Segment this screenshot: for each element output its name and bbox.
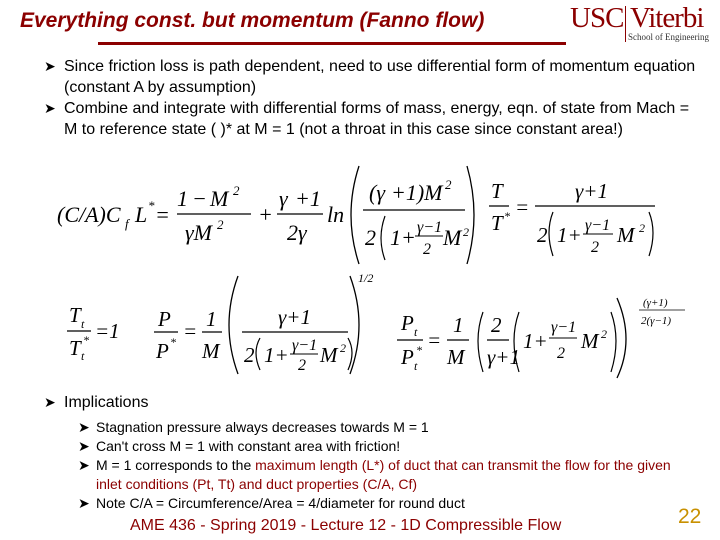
implication-item [78, 418, 698, 437]
svg-text:+1: +1 [295, 186, 321, 211]
svg-text:M: M [202, 339, 220, 363]
svg-text:T: T [69, 303, 81, 327]
svg-text:1+: 1+ [557, 223, 582, 247]
pressure-ratio-equation [150, 270, 380, 375]
svg-text:2(γ−1): 2(γ−1) [641, 315, 672, 327]
temperature-ratio-equation [485, 172, 665, 267]
svg-text:2: 2 [217, 217, 224, 232]
svg-text:f: f [125, 216, 129, 231]
svg-text:2: 2 [601, 327, 607, 341]
logo-divider [625, 6, 626, 42]
usc-viterbi-logo [570, 2, 715, 44]
svg-text:2: 2 [639, 221, 645, 235]
svg-text:=: = [515, 195, 530, 219]
svg-text:M: M [443, 225, 462, 250]
svg-text:1: 1 [206, 307, 217, 331]
svg-text:T: T [491, 179, 503, 203]
arrow-bullet-icon: ➤ [44, 58, 56, 74]
svg-text:T: T [491, 211, 503, 235]
svg-text:M: M [447, 345, 465, 369]
arrow-bullet-icon: ➤ [78, 457, 90, 473]
bullet-item [44, 56, 704, 98]
implications-heading [44, 394, 148, 412]
implication-text: Can't cross M = 1 with constant area with friction! [96, 438, 401, 454]
svg-text:t: t [414, 325, 418, 339]
svg-text:γ+1: γ+1 [575, 179, 608, 203]
stagnation-temperature-ratio-equation [65, 300, 135, 365]
svg-text:*: * [148, 198, 155, 213]
svg-text:=: = [183, 319, 198, 343]
implication-item [78, 437, 698, 456]
svg-text:γ−1: γ−1 [417, 219, 443, 236]
svg-text:γ−1: γ−1 [585, 217, 611, 234]
svg-text:*: * [170, 335, 176, 349]
svg-text:2: 2 [491, 313, 502, 337]
svg-text:M: M [581, 329, 599, 353]
implications-list [78, 418, 698, 513]
implications-label: Implications [64, 394, 149, 411]
implication-highlight: maximum length (L*) of duct that can transmit the flow for the given inlet conditions (Pt, Tt) and duct properties (C/A, Cf) [96, 457, 671, 492]
svg-text:γ: γ [279, 186, 288, 211]
svg-text:γM: γM [185, 220, 212, 245]
svg-text:1: 1 [453, 313, 464, 337]
svg-text:T: T [69, 336, 81, 360]
implication-item [78, 494, 698, 513]
arrow-bullet-icon: ➤ [44, 394, 56, 410]
svg-text:1+: 1+ [390, 225, 416, 250]
svg-text:=1: =1 [95, 319, 120, 343]
svg-text:M: M [320, 343, 338, 367]
svg-text:1/2: 1/2 [358, 271, 374, 285]
svg-text:(C/A)C: (C/A)C [57, 202, 121, 227]
svg-text:(γ: (γ [369, 180, 385, 205]
logo-school: School of Engineering [628, 32, 709, 42]
svg-text:2: 2 [591, 239, 599, 256]
svg-text:2: 2 [365, 225, 376, 250]
svg-text:2: 2 [463, 225, 469, 239]
page-number: 22 [678, 505, 702, 528]
svg-text:2: 2 [445, 177, 452, 192]
implication-text: Stagnation pressure always decreases towards M = 1 [96, 419, 429, 435]
svg-text:t: t [81, 317, 85, 331]
arrow-bullet-icon: ➤ [78, 438, 90, 454]
svg-text:γ+1: γ+1 [278, 305, 311, 329]
svg-text:γ−1: γ−1 [292, 337, 318, 354]
arrow-bullet-icon: ➤ [78, 495, 90, 511]
fanno-length-equation [55, 160, 475, 270]
svg-text:*: * [504, 209, 510, 223]
svg-text:+: + [258, 202, 273, 227]
svg-text:t: t [81, 349, 85, 363]
svg-text:L: L [135, 202, 148, 227]
svg-text:t: t [414, 359, 418, 373]
svg-text:*: * [83, 333, 89, 347]
bullet-text: Since friction loss is path dependent, need to use differential form of momentum equation (constant A by assumption) [64, 58, 696, 96]
implication-text: Note C/A = Circumference/Area = 4/diameter for round duct [96, 495, 465, 511]
svg-text:P: P [401, 345, 414, 369]
svg-text:2: 2 [233, 183, 240, 198]
svg-text:+1)M: +1)M [391, 180, 443, 205]
svg-text:ln: ln [327, 202, 345, 227]
stagnation-pressure-ratio-equation [395, 292, 710, 382]
svg-text:=: = [155, 202, 170, 227]
footer-text: AME 436 - Spring 2019 - Lecture 12 - 1D Compressible Flow [130, 517, 562, 534]
bullet-text: Combine and integrate with differential forms of mass, energy, eqn. of state from Mach = M to reference state ( )* at M = 1 (not a throat in this case since constant area!) [64, 100, 690, 138]
logo-viterbi: Viterbi [630, 2, 704, 34]
arrow-bullet-icon: ➤ [78, 419, 90, 435]
svg-text:M: M [210, 186, 229, 211]
title-underline [98, 42, 566, 45]
svg-text:*: * [416, 343, 422, 357]
svg-text:2: 2 [298, 357, 306, 374]
svg-text:−: − [192, 186, 207, 211]
svg-text:P: P [156, 339, 169, 363]
implication-item [78, 456, 698, 494]
svg-text:1+: 1+ [523, 329, 548, 353]
svg-text:γ−1: γ−1 [551, 319, 577, 336]
svg-text:2: 2 [340, 341, 346, 355]
svg-text:2: 2 [557, 345, 565, 362]
svg-text:(γ+1): (γ+1) [643, 297, 668, 309]
svg-text:2: 2 [244, 343, 255, 367]
svg-text:1: 1 [177, 186, 188, 211]
svg-text:P: P [158, 307, 171, 331]
slide-title: Everything const. but momentum (Fanno flow) [20, 9, 485, 32]
implication-text: M = 1 corresponds to the [96, 457, 256, 473]
svg-text:2: 2 [537, 223, 548, 247]
svg-text:1+: 1+ [264, 343, 289, 367]
svg-text:2γ: 2γ [287, 220, 307, 245]
bullet-list [44, 56, 704, 140]
svg-text:P: P [401, 311, 414, 335]
svg-text:γ+1: γ+1 [487, 345, 520, 369]
arrow-bullet-icon: ➤ [44, 100, 56, 116]
logo-usc: USC [570, 2, 624, 34]
bullet-item [44, 98, 704, 140]
svg-text:2: 2 [423, 241, 431, 258]
svg-text:=: = [427, 328, 442, 352]
svg-text:M: M [617, 223, 635, 247]
